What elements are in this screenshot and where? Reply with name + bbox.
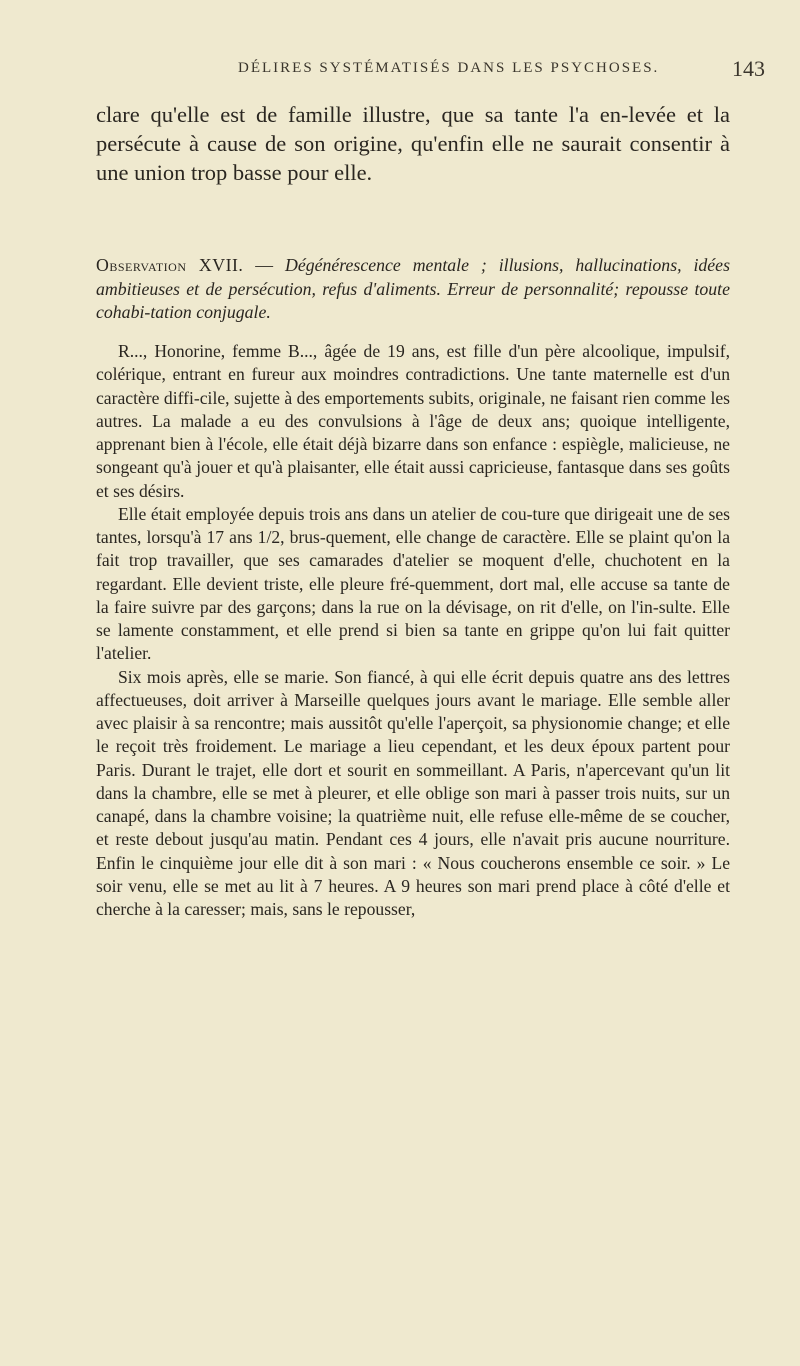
body-paragraph: R..., Honorine, femme B..., âgée de 19 ans, est fille d'un père alcoolique, impulsif, colérique, entrant en fureur aux moindres contradictions. Une tante maternelle est d'un caractère diffi-cile, sujette à des emportements subits, originale, ne faisant rien comme les autres. La malade a eu des convulsions à l'âge de deux ans; quoique intelligente, apprenant bien à l'école, elle était déjà bizarre dans son enfance : espiègle, malicieuse, ne songeant qu'à jouer et qu'à plaisanter, elle était aussi capricieuse, fantasque dans ses goûts et ses désirs. [96,341,730,501]
body-paragraph: Six mois après, elle se marie. Son fiancé, à qui elle écrit depuis quatre ans des lettres affectueuses, doit arriver à Marseille quelques jours avant le mariage. Elle semble aller avec plaisir à sa rencontre; mais aussitôt qu'elle l'aperçoit, sa physionomie change; et elle le reçoit très froidement. Le mariage a lieu cependant, et les deux époux partent pour Paris. Durant le trajet, elle dort et sourit en sommeillant. A Paris, n'apercevant qu'un lit dans la chambre, elle se met à pleurer, et elle oblige son mari à passer trois nuits, sur un canapé, dans la chambre voisine; la quatrième nuit, elle refuse elle-même de se coucher, et reste debout jusqu'au matin. Pendant ces 4 jours, elle n'avait pris aucune nourriture. Enfin le cinquième jour elle dit à son mari : « Nous coucherons ensemble ce soir. » Le soir venu, elle se met au lit à 7 heures. A 9 heures son mari prend place à côté d'elle et cherche à la caresser; mais, sans le repousser, [96,666,730,919]
observation-heading [96,254,730,325]
page-number: 143 [732,56,765,81]
observation-body [96,340,730,921]
intro-paragraph: clare qu'elle est de famille illustre, que sa tante l'a en-levée et la persécute à cause de son origine, qu'enfin elle ne saurait consentir à une union trop basse pour elle. [96,102,730,185]
body-paragraph: Elle était employée depuis trois ans dans un atelier de cou-ture que dirigeait une de ses tantes, lorsqu'à 17 ans 1/2, brus-quement, elle change de caractère. Elle se plaint qu'on la fait trop travailler, que ses camarades d'atelier se moquent d'elle, chuchotent en la regardant. Elle devient triste, elle pleure fré-quemment, dort mal, elle accuse sa tante de la faire suivre par des garçons; dans la rue on la dévisage, on rit d'elle, on l'in-sulte. Elle se lamente constamment, et elle prend si bien sa tante en grippe qu'on lui fait quitter l'atelier. [96,503,730,664]
page-header [0,56,800,90]
observation-separator: — [243,255,285,275]
observation-label: Observation XVII. [96,255,244,275]
observation-description: Dégénérescence mentale ; illusions, hallucinations, idées ambitieuses et de persécution, refus d'aliments. Erreur de personnalité; repousse toute cohabi-tation conjugale. [96,255,730,322]
running-head: DÉLIRES SYSTÉMATISÉS DANS LES PSYCHOSES. [238,60,660,76]
